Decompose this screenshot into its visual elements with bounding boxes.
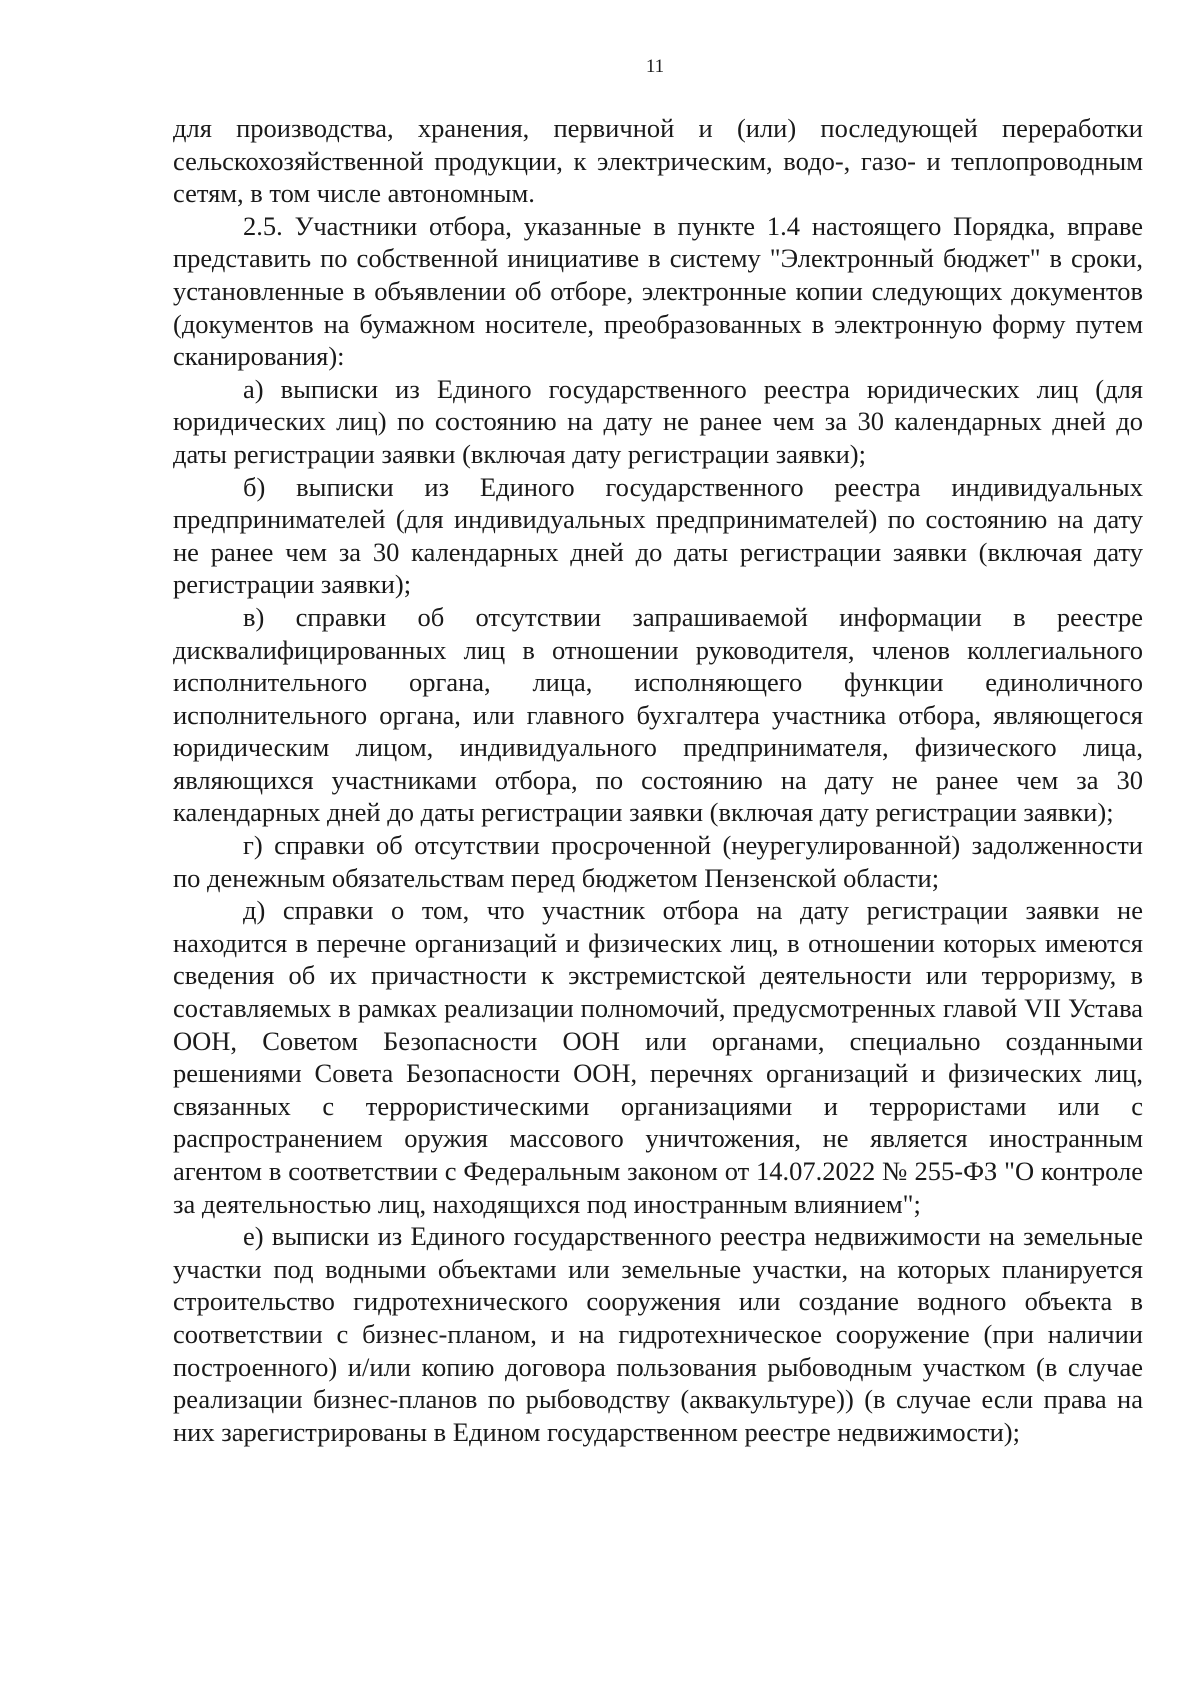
paragraph-item-e: е) выписки из Единого государственного реестра недвижимости на земельные участки под водными объектами или земельные участки, на которых планируется строительство гидротехнического сооружения или создание водного объекта в соответствии с бизнес-планом, и на гидротехническое сооружение (при наличии построенного) и/или копию договора пользования рыбоводным участком (в случае реализации бизнес-планов по рыбоводству (аквакультуре)) (в случае если права на них зарегистрированы в Едином государственном реестре недвижимости); [173,1221,1143,1447]
paragraph-item-g: г) справки об отсутствии просроченной (неурегулированной) задолженности по денежным обязательствам перед бюджетом Пензенской области; [173,830,1143,893]
paragraph-item-b: б) выписки из Единого государственного реестра индивидуальных предпринимателей (для индивидуальных предпринимателей) по состоянию на дату не ранее чем за 30 календарных дней до даты регистрации заявки (включая дату регистрации заявки); [173,471,1143,600]
paragraph-2-5: 2.5. Участники отбора, указанные в пункте 1.4 настоящего Порядка, вправе представить по собственной инициативе в систему "Электронный бюджет" в сроки, установленные в объявлении об отборе, электронные копии следующих документов (документов на бумажном носителе, преобразованных в электронную форму путем сканирования): [173,210,1143,372]
paragraph-item-a: а) выписки из Единого государственного реестра юридических лиц (для юридических лиц) по состоянию на дату не ранее чем за 30 календарных дней до даты регистрации заявки (включая дату регистрации заявки); [173,373,1143,469]
document-body [173,112,1143,1448]
page-number: 11 [645,56,665,77]
paragraph-item-d: д) справки о том, что участник отбора на дату регистрации заявки не находится в перечне организаций и физических лиц, в отношении которых имеются сведения об их причастности к экстремистской деятельности или терроризму, в составляемых в рамках реализации полномочий, предусмотренных главой VII Устава ООН, Советом Безопасности ООН или органами, специально созданными решениями Совета Безопасности ООН, перечнях организаций и физических лиц, связанных с террористическими организациями и террористами или с распространением оружия массового уничтожения, не является иностранным агентом в соответствии с Федеральным законом от 14.07.2022 № 255-ФЗ "О контроле за деятельностью лиц, находящихся под иностранным влиянием"; [173,895,1143,1219]
paragraph-item-v: в) справки об отсутствии запрашиваемой информации в реестре дисквалифицированных лиц в отношении руководителя, членов коллегиального исполнительного органа, лица, исполняющего функции единоличного исполнительного органа, или главного бухгалтера участника отбора, являющегося юридическим лицом, индивидуального предпринимателя, физического лица, являющихся участниками отбора, по состоянию на дату не ранее чем за 30 календарных дней до даты регистрации заявки (включая дату регистрации заявки); [173,601,1143,828]
paragraph-continuation: для производства, хранения, первичной и (или) последующей переработки сельскохозяйственной продукции, к электрическим, водо-, газо- и теплопроводным сетям, в том числе автономным. [173,113,1143,209]
